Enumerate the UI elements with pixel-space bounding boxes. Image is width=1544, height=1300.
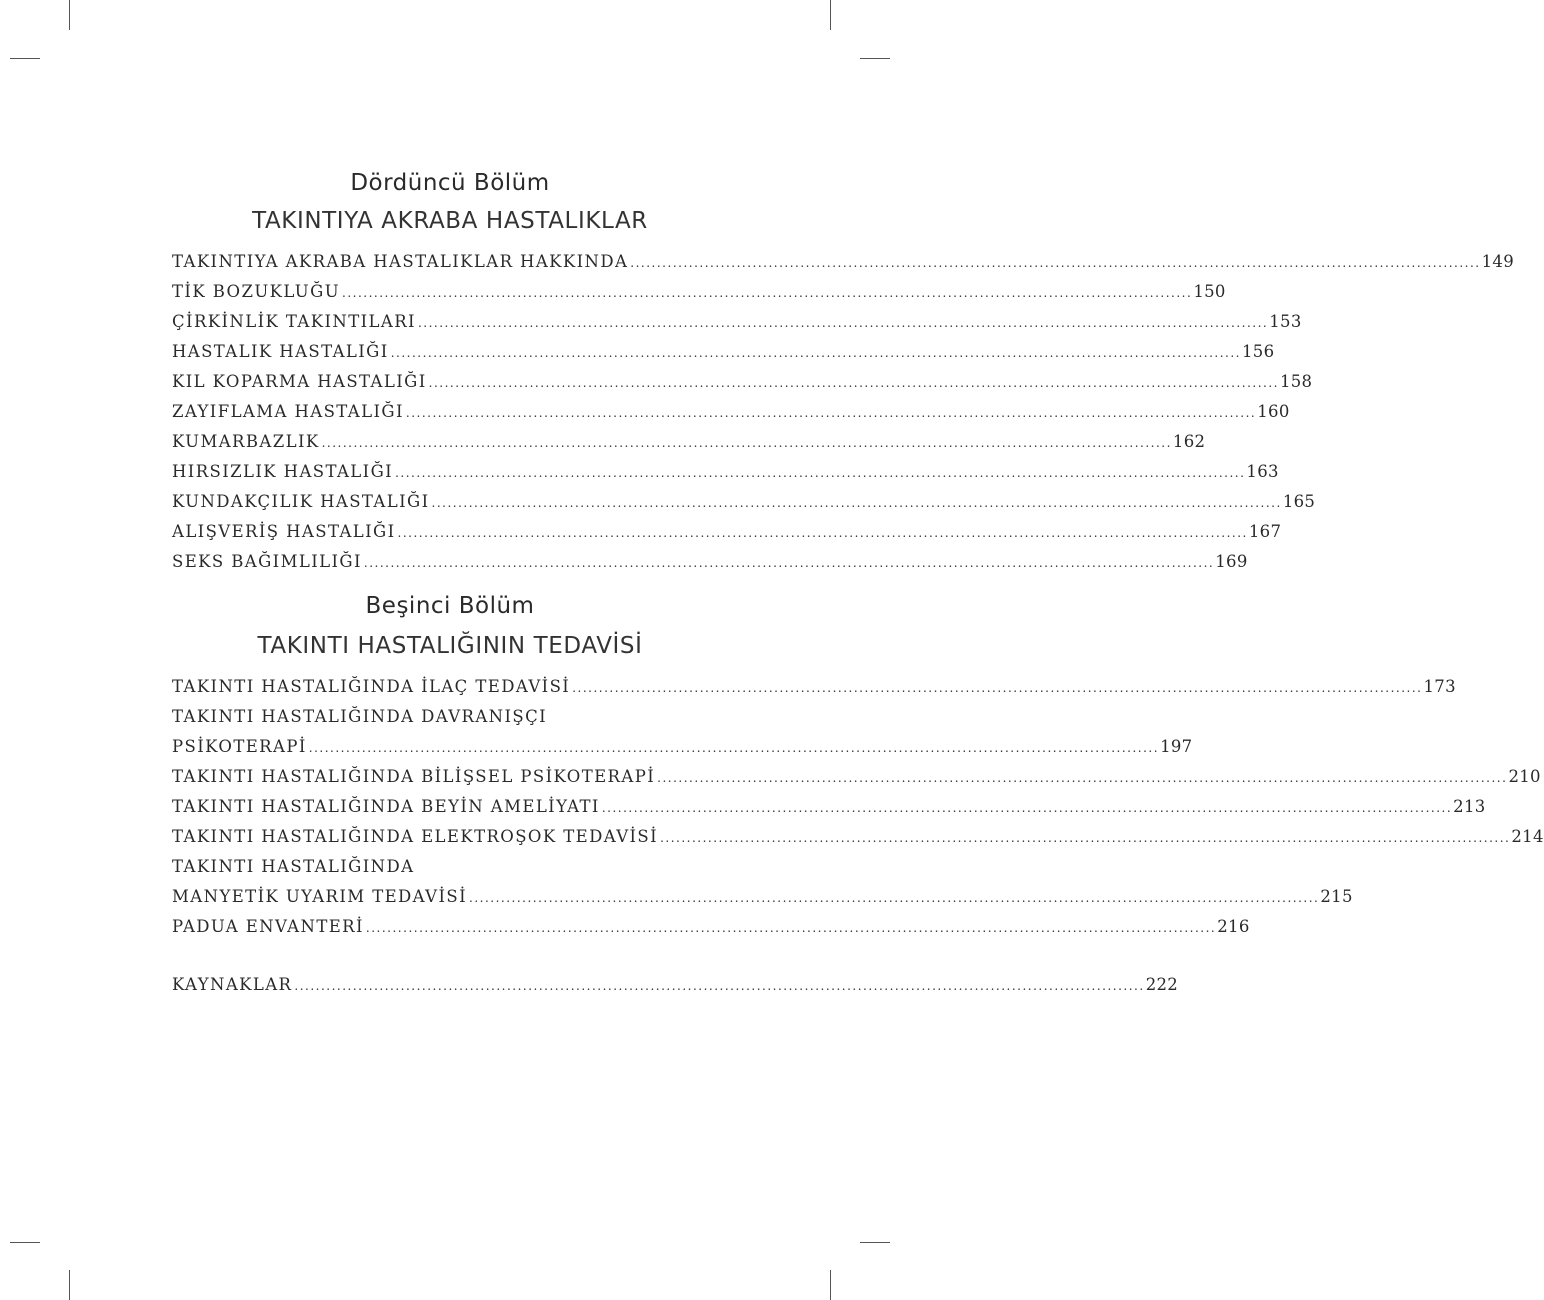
toc-entry-page: 222 — [1145, 974, 1179, 994]
dot-leader: ................................................................................................................................................................ — [397, 526, 1248, 540]
toc-entry[interactable] — [172, 755, 1541, 786]
dot-leader: ................................................................................................................................................................ — [342, 286, 1193, 300]
toc-entry[interactable] — [172, 665, 1456, 696]
toc-entry[interactable] — [172, 725, 1193, 756]
toc-entry-title: KAYNAKLAR — [172, 974, 293, 994]
toc-entry[interactable] — [172, 480, 1316, 511]
dot-leader: ................................................................................................................................................................ — [601, 801, 1453, 815]
toc-entry-page: 158 — [1279, 371, 1313, 391]
dot-leader: ................................................................................................................................................................ — [630, 256, 1481, 270]
toc-entry-continued[interactable] — [172, 695, 710, 725]
toc-entry-page: 215 — [1320, 886, 1353, 906]
dot-leader: ................................................................................................................................................................ — [660, 831, 1511, 845]
toc-references — [172, 963, 1179, 994]
crop-mark-top-left — [69, 0, 70, 30]
toc-entry-page: 213 — [1453, 796, 1486, 816]
toc-entry-title: MANYETİK UYARIM TEDAVİSİ — [172, 886, 468, 906]
dot-leader: ................................................................................................................................................................ — [657, 771, 1508, 785]
toc-entry-title: TAKINTIYA AKRABA HASTALIKLAR HAKKINDA — [172, 251, 629, 271]
dot-leader: ................................................................................................................................................................ — [469, 891, 1320, 905]
toc-entry-page: 156 — [1242, 341, 1275, 361]
toc-entry-title: TİK BOZUKLUĞU — [172, 281, 340, 301]
crop-mark-right-bottom — [860, 1242, 890, 1243]
toc-entry[interactable] — [172, 540, 1248, 571]
crop-mark-bottom-left — [69, 1270, 70, 1300]
toc-entry-page: 210 — [1508, 766, 1541, 786]
dot-leader: ................................................................................................................................................................ — [365, 921, 1217, 935]
toc-chapter-4 — [172, 240, 1515, 571]
toc-entry[interactable] — [172, 270, 1226, 301]
toc-entry-title: ZAYIFLAMA HASTALIĞI — [172, 401, 404, 421]
toc-entry-page: 160 — [1257, 401, 1290, 421]
dot-leader: ................................................................................................................................................................ — [308, 741, 1160, 755]
dot-leader: ................................................................................................................................................................ — [405, 406, 1257, 420]
toc-entry-continued[interactable] — [172, 845, 710, 875]
toc-entry[interactable] — [172, 875, 1353, 906]
toc-entry[interactable] — [172, 360, 1313, 391]
toc-entry-title: KUNDAKÇILIK HASTALIĞI — [172, 491, 430, 511]
crop-mark-right-top — [860, 58, 890, 59]
toc-entry-references[interactable] — [172, 963, 1179, 994]
toc-entry-title: TAKINTI HASTALIĞINDA İLAÇ TEDAVİSİ — [172, 676, 571, 696]
toc-entry-title: HASTALIK HASTALIĞI — [172, 341, 389, 361]
toc-entry-page: 165 — [1282, 491, 1316, 511]
dot-leader: ................................................................................................................................................................ — [321, 436, 1172, 450]
crop-mark-top-right — [830, 0, 831, 30]
toc-entry[interactable] — [172, 450, 1279, 481]
toc-entry-page: 167 — [1248, 521, 1282, 541]
toc-entry-title: PSİKOTERAPİ — [172, 736, 307, 756]
dot-leader: ................................................................................................................................................................ — [390, 346, 1241, 360]
dot-leader: ................................................................................................................................................................ — [417, 316, 1269, 330]
toc-entry[interactable] — [172, 390, 1290, 421]
toc-entry-page: 197 — [1160, 736, 1193, 756]
toc-entry-title: TAKINTI HASTALIĞINDA ELEKTROŞOK TEDAVİSİ — [172, 826, 659, 846]
toc-entry-page: 163 — [1246, 461, 1279, 481]
toc-entry-title: ALIŞVERİŞ HASTALIĞI — [172, 521, 396, 541]
toc-entry-page: 214 — [1511, 826, 1544, 846]
toc-entry-title: TAKINTI HASTALIĞINDA BEYİN AMELİYATI — [172, 796, 600, 816]
dot-leader: ................................................................................................................................................................ — [431, 496, 1282, 510]
toc-entry-title: PADUA ENVANTERİ — [172, 916, 364, 936]
toc-entry-page: 173 — [1423, 676, 1456, 696]
toc-chapter-5 — [172, 665, 1544, 936]
toc-entry-title: TAKINTI HASTALIĞINDA BİLİŞSEL PSİKOTERAPİ — [172, 766, 656, 786]
toc-entry-title: TAKINTI HASTALIĞINDA DAVRANIŞÇI — [172, 706, 548, 726]
toc-entry-page: 153 — [1269, 311, 1302, 331]
toc-entry[interactable] — [172, 300, 1302, 331]
dot-leader: ................................................................................................................................................................ — [363, 556, 1215, 570]
crop-mark-bottom-right — [830, 1270, 831, 1300]
chapter-5-label: Beşinci Bölüm — [365, 593, 535, 619]
chapter-4-title: TAKINTIYA AKRABA HASTALIKLAR — [252, 208, 648, 234]
dot-leader: ................................................................................................................................................................ — [294, 979, 1145, 993]
toc-entry-title: KIL KOPARMA HASTALIĞI — [172, 371, 427, 391]
toc-entry[interactable] — [172, 420, 1206, 451]
toc-entry-title: ÇİRKİNLİK TAKINTILARI — [172, 311, 416, 331]
crop-mark-left-bottom — [10, 1242, 40, 1243]
dot-leader: ................................................................................................................................................................ — [395, 466, 1246, 480]
crop-mark-left-top — [10, 58, 40, 59]
toc-entry-page: 216 — [1217, 916, 1250, 936]
toc-entry-page: 150 — [1193, 281, 1226, 301]
toc-entry-page: 162 — [1172, 431, 1206, 451]
toc-entry-title: KUMARBAZLIK — [172, 431, 320, 451]
toc-entry-title: HIRSIZLIK HASTALIĞI — [172, 461, 394, 481]
toc-entry[interactable] — [172, 905, 1250, 936]
toc-entry[interactable] — [172, 785, 1486, 816]
chapter-5-title: TAKINTI HASTALIĞININ TEDAVİSİ — [257, 633, 643, 659]
toc-entry[interactable] — [172, 815, 1544, 846]
toc-entry-page: 169 — [1215, 551, 1248, 571]
dot-leader: ................................................................................................................................................................ — [428, 376, 1279, 390]
toc-entry-page: 149 — [1481, 251, 1515, 271]
dot-leader: ................................................................................................................................................................ — [572, 681, 1423, 695]
toc-entry[interactable] — [172, 240, 1515, 271]
toc-entry-title: SEKS BAĞIMLILIĞI — [172, 551, 362, 571]
toc-entry[interactable] — [172, 330, 1275, 361]
toc-entry[interactable] — [172, 510, 1282, 541]
chapter-4-label: Dördüncü Bölüm — [350, 170, 550, 196]
toc-entry-title: TAKINTI HASTALIĞINDA — [172, 856, 415, 876]
